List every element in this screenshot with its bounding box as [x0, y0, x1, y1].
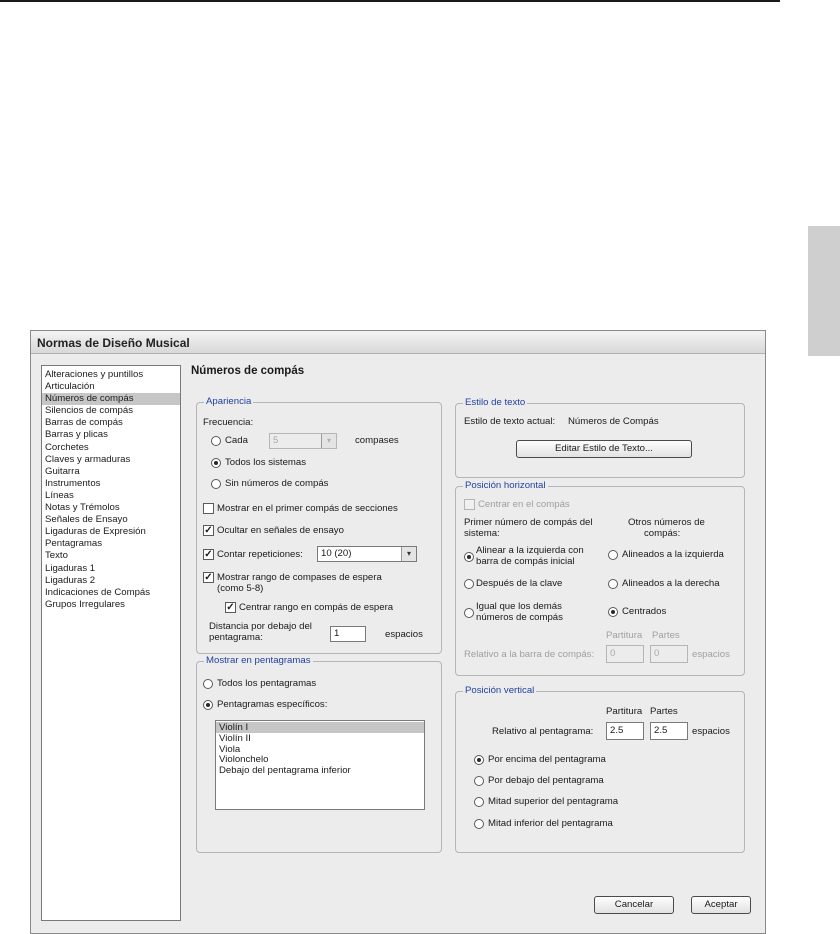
every-bars-dropdown	[269, 433, 337, 449]
center-range-label: Centrar rango en compás de espera	[239, 602, 394, 613]
show-range-checkbox[interactable]: ✓	[204, 572, 213, 583]
h-score-label: Partitura	[606, 630, 643, 641]
h-score-input: 0	[606, 645, 644, 663]
text-style-legend: Estilo de texto	[465, 397, 526, 408]
staves-list[interactable]	[215, 720, 425, 810]
window-title: Normas de Diseño Musical	[37, 336, 190, 350]
all-staves-radio[interactable]	[203, 679, 213, 689]
no-numbers-radio[interactable]	[211, 479, 221, 489]
center-in-bar-checkbox	[464, 499, 475, 510]
page-top-rule	[0, 0, 780, 2]
v-score-label: Partitura	[606, 706, 643, 717]
bars-label: compases	[355, 435, 399, 446]
chevron-down-icon: ▾	[321, 434, 336, 448]
distance-input[interactable]: 1	[330, 626, 366, 642]
show-first-checkbox[interactable]	[203, 503, 214, 514]
category-item[interactable]: Ligaduras 2	[45, 574, 96, 586]
lower-half-staff-radio[interactable]	[474, 819, 484, 829]
above-staff-label: Por encima del pentagrama	[488, 754, 606, 765]
first-number-header: Primer número de compás del	[464, 517, 593, 528]
category-item[interactable]: Alteraciones y puntillos	[45, 369, 144, 380]
category-item[interactable]: Barras y plicas	[45, 429, 108, 441]
v-score-input[interactable]: 2.5	[606, 722, 644, 740]
below-staff-label: Por debajo del pentagrama	[488, 775, 604, 786]
title-bar	[31, 331, 765, 354]
show-on-staves-group	[196, 655, 442, 853]
category-item[interactable]: Articulación	[45, 381, 95, 393]
category-item[interactable]: Pentagramas	[45, 538, 103, 550]
page-side-tab	[808, 226, 840, 356]
staff-list-item[interactable]: Viola	[219, 743, 241, 755]
current-style-label: Estilo de texto actual:	[464, 416, 556, 427]
category-item[interactable]: Claves y armaduras	[45, 453, 131, 465]
distance-spaces-label: espacios	[385, 629, 423, 640]
others-align-left-radio[interactable]	[608, 550, 618, 560]
staff-list-item[interactable]: Violín II	[219, 732, 251, 744]
others-centered-radio[interactable]	[608, 607, 618, 617]
others-align-right-label: Alineados a la derecha	[622, 578, 720, 589]
v-parts-label: Partes	[650, 706, 678, 717]
hide-rehearsal-label: Ocultar en señales de ensayo	[217, 525, 344, 536]
ok-button[interactable]: Aceptar	[691, 896, 751, 914]
category-item[interactable]: Líneas	[45, 489, 74, 501]
hide-rehearsal-checkbox[interactable]: ✓	[204, 525, 213, 536]
category-item[interactable]: Notas y Trémolos	[45, 502, 120, 514]
show-range-label: Mostrar rango de compases de espera	[217, 572, 382, 583]
count-repeats-dropdown[interactable]	[317, 546, 417, 562]
category-item[interactable]: Señales de Ensayo	[45, 514, 128, 526]
first-align-left-label: Alinear a la izquierda con	[476, 545, 584, 556]
others-align-right-radio[interactable]	[608, 579, 618, 589]
upper-half-staff-radio[interactable]	[474, 797, 484, 807]
first-after-clef-label: Después de la clave	[476, 578, 563, 589]
specific-staves-label: Pentagramas específicos:	[217, 699, 328, 710]
specific-staves-radio[interactable]	[203, 700, 213, 710]
other-numbers-header: Otros números de	[628, 517, 705, 528]
category-item[interactable]: Números de compás	[42, 393, 180, 405]
every-bars-value: 5	[273, 435, 279, 446]
appearance-group	[196, 396, 442, 654]
category-item[interactable]: Barras de compás	[45, 417, 123, 429]
staff-list-item[interactable]: Violín I	[216, 722, 424, 733]
vertical-legend: Posición vertical	[465, 685, 535, 696]
h-relative-label: Relativo a la barra de compás:	[464, 649, 595, 660]
every-system-radio[interactable]	[211, 458, 221, 468]
first-align-left-radio[interactable]	[464, 552, 474, 562]
category-item[interactable]: Grupos Irregulares	[45, 598, 125, 610]
v-spaces-label: espacios	[692, 726, 730, 737]
above-staff-radio[interactable]	[474, 755, 484, 765]
cancel-button[interactable]: Cancelar	[594, 896, 674, 914]
count-repeats-label: Contar repeticiones:	[217, 549, 303, 560]
others-align-left-label: Alineados a la izquierda	[622, 549, 724, 560]
horizontal-position-group	[455, 480, 745, 676]
center-in-bar-label: Centrar en el compás	[478, 499, 570, 510]
text-style-group	[455, 397, 745, 478]
distance-label-2: pentagrama:	[209, 632, 263, 643]
every-radio[interactable]	[211, 436, 221, 446]
v-relative-label: Relativo al pentagrama:	[492, 726, 594, 737]
lower-half-staff-label: Mitad inferior del pentagrama	[488, 818, 613, 829]
first-align-left-label-2: barra de compás inicial	[476, 556, 575, 567]
category-item[interactable]: Silencios de compás	[45, 405, 133, 417]
chevron-down-icon[interactable]: ▾	[401, 547, 416, 561]
vertical-position-group	[455, 685, 745, 853]
first-same-as-others-label-2: números de compás	[476, 612, 563, 623]
first-after-clef-radio[interactable]	[464, 579, 474, 589]
h-parts-input: 0	[650, 645, 688, 663]
no-numbers-label: Sin números de compás	[225, 478, 329, 489]
staff-list-item[interactable]: Violonchelo	[219, 754, 269, 766]
show-first-label: Mostrar en el primer compás de secciones	[217, 503, 398, 514]
others-centered-label: Centrados	[622, 606, 667, 617]
engraving-rules-dialog	[30, 330, 766, 934]
category-item[interactable]: Indicaciones de Compás	[45, 586, 151, 598]
category-item[interactable]: Corchetes	[45, 441, 89, 453]
h-spaces-label: espacios	[692, 649, 730, 660]
first-number-header-2: sistema:	[464, 528, 500, 539]
page-heading: Números de compás	[191, 365, 305, 377]
every-label: Cada	[225, 435, 248, 446]
category-list[interactable]	[41, 365, 181, 921]
category-item[interactable]: Instrumentos	[45, 477, 101, 489]
frequency-label: Frecuencia:	[203, 417, 254, 428]
horizontal-legend: Posición horizontal	[465, 480, 546, 491]
category-item[interactable]: Ligaduras 1	[45, 562, 96, 574]
first-same-as-others-label: Igual que los demás	[476, 601, 562, 612]
v-parts-input[interactable]: 2.5	[650, 722, 688, 740]
edit-text-style-button[interactable]: Editar Estilo de Texto...	[516, 440, 692, 458]
show-range-example: (como 5-8)	[217, 583, 264, 594]
center-range-checkbox[interactable]: ✓	[226, 602, 235, 613]
every-system-label: Todos los sistemas	[225, 457, 307, 468]
h-parts-label: Partes	[652, 630, 680, 641]
show-on-staves-legend: Mostrar en pentagramas	[206, 655, 311, 666]
upper-half-staff-label: Mitad superior del pentagrama	[488, 796, 619, 807]
count-repeats-value: 10 (20)	[321, 548, 352, 559]
all-staves-label: Todos los pentagramas	[217, 678, 317, 689]
category-item[interactable]: Guitarra	[45, 465, 80, 477]
staff-list-item[interactable]: Debajo del pentagrama inferior	[219, 765, 351, 777]
appearance-legend: Apariencia	[206, 396, 252, 407]
first-same-as-others-radio[interactable]	[464, 608, 474, 618]
category-item[interactable]: Texto	[45, 550, 68, 562]
current-style-value: Números de Compás	[568, 416, 659, 427]
distance-label: Distancia por debajo del	[209, 621, 312, 632]
below-staff-radio[interactable]	[474, 776, 484, 786]
other-numbers-header-2: compás:	[644, 528, 681, 539]
category-item[interactable]: Ligaduras de Expresión	[45, 526, 146, 538]
count-repeats-checkbox[interactable]: ✓	[204, 549, 213, 560]
